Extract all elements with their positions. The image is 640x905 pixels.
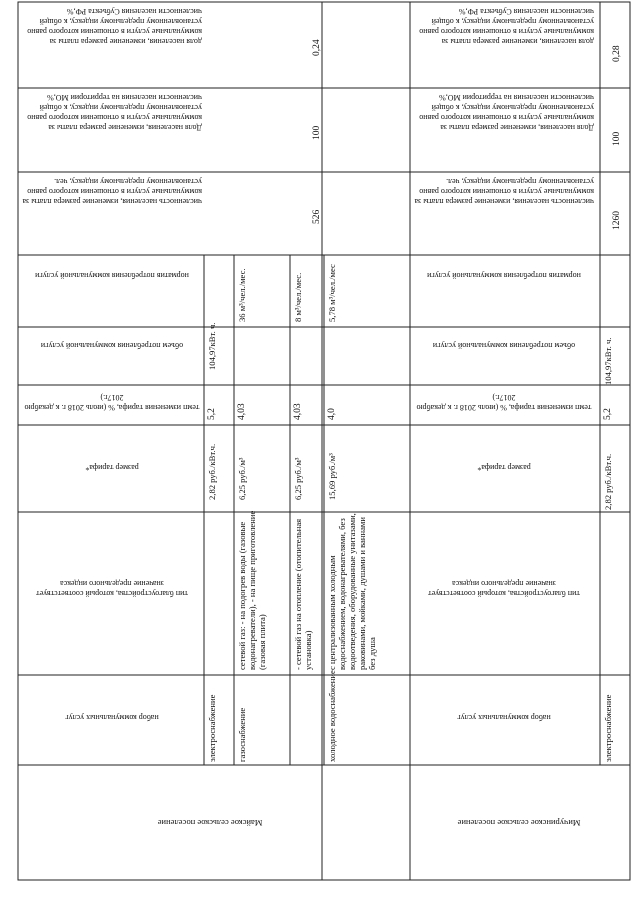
- rate-water: 4,0: [327, 408, 337, 420]
- volume-electric: 104,97кВт. ч.: [207, 322, 217, 370]
- r-label-volume: объем потребления коммунальной услуги: [432, 341, 576, 350]
- rate-electric: 5,2: [207, 408, 217, 420]
- type-water: с централизованным холодным водоснабжением, водонагревателями, без водоотведения, оборудованные унитазами, раковинами, мойками, душами и ваннами без душа: [327, 513, 377, 670]
- label-volume: объем потребления коммунальной услуги: [40, 341, 184, 350]
- r-tariff-electric: 2,82 руб./кВт.ч.: [603, 453, 613, 510]
- settlement-michurinskoe: Мичуринское сельское поселение: [457, 818, 581, 828]
- tariff-gas-2: 6,25 руб./м³: [293, 457, 303, 500]
- type-gas-2: - сетевой газ на отопление (отопительная установка): [293, 518, 313, 670]
- label-type: тип благоустройства, который соответствует значение предельного индекса: [36, 579, 188, 598]
- r-label-type: тип благоустройства, который соответствует значение предельного индекса: [428, 579, 580, 598]
- label-population: численность населения, изменение размера платы за коммунальные услуги в отношении которого равно установленному предельному индексу, чел.: [22, 177, 202, 206]
- norm-gas-1: 36 м³/чел./мес.: [237, 268, 247, 322]
- type-gas-1: сетевой газ: - на подогрев воды (газовые водонагреватели), - на пище приготовление (газовая плита): [237, 510, 267, 670]
- rate-gas-1: 4,03: [237, 403, 247, 420]
- tariff-gas-1: 6,25 руб./м³: [237, 457, 247, 500]
- r-value-share-mo: 100: [612, 131, 622, 146]
- r-volume-electric: 104,97кВт. ч.: [603, 337, 613, 385]
- label-norm: норматив потребления коммунальной услуги: [35, 271, 189, 280]
- r-rate-electric: 5,2: [603, 408, 613, 420]
- norm-water: 5,78 м³/чел./мес: [327, 264, 337, 322]
- label-share-subject: доля населения, изменение размера платы за коммунальные услуги в отношении которого равно установленному предельному индексу, к общей численности населения Субъекта РФ,%: [27, 7, 202, 46]
- r-label-services: набор коммунальных услуг: [457, 713, 551, 722]
- r-label-norm: норматив потребления коммунальной услуги: [427, 271, 581, 280]
- r-service-electric: электроснабжение: [603, 694, 613, 762]
- r-label-share-mo: Доля населения, изменение размера платы за коммунальные услуги в отношении которого равно установленному предельному индексу, к общей численности населения на территории МО,%: [419, 93, 594, 132]
- label-services: набор коммунальных услуг: [65, 713, 159, 722]
- label-tariff: размер тарифа*: [85, 463, 139, 472]
- norm-gas-2: 8 м³/чел./мес.: [293, 272, 303, 322]
- value-share-subject: 0,24: [312, 39, 322, 56]
- value-share-mo: 100: [312, 125, 322, 140]
- label-share-mo: Доля населения, изменение размера платы за коммунальные услуги в отношении которого равно установленному предельному индексу, к общей численности населения на территории МО,%: [27, 93, 202, 132]
- service-gas: газоснабжение: [237, 707, 247, 762]
- r-label-tariff: размер тарифа*: [477, 463, 531, 472]
- settlement-mayskoe: Майское сельское поселение: [157, 818, 263, 828]
- r-label-population: численность населения, изменение размера платы за коммунальные услуги в отношении которого равно установленному предельному индексу, чел.: [414, 177, 594, 206]
- r-value-population: 1260: [612, 211, 622, 230]
- r-label-rate: темп изменения тарифа, % (июль 2018 г. к декабрю 2017г.): [416, 393, 592, 412]
- tariff-electric: 2,82 руб./кВт.ч.: [207, 443, 217, 500]
- service-electric: электроснабжение: [207, 694, 217, 762]
- value-population: 526: [312, 209, 322, 224]
- r-label-share-subject: доля населения, изменение размера платы за коммунальные услуги в отношении которого равно установленному предельному индексу, к общей численности населения Субъекта РФ,%: [419, 7, 594, 46]
- tariff-water: 15,69 руб./м³: [327, 453, 337, 500]
- rate-gas-2: 4,03: [293, 403, 303, 420]
- service-water: холодное водоснабжение: [327, 670, 337, 762]
- label-rate: темп изменения тарифа, % (июль 2018 г. к декабрю 2017г.): [24, 393, 200, 412]
- r-value-share-subject: 0,28: [612, 45, 622, 62]
